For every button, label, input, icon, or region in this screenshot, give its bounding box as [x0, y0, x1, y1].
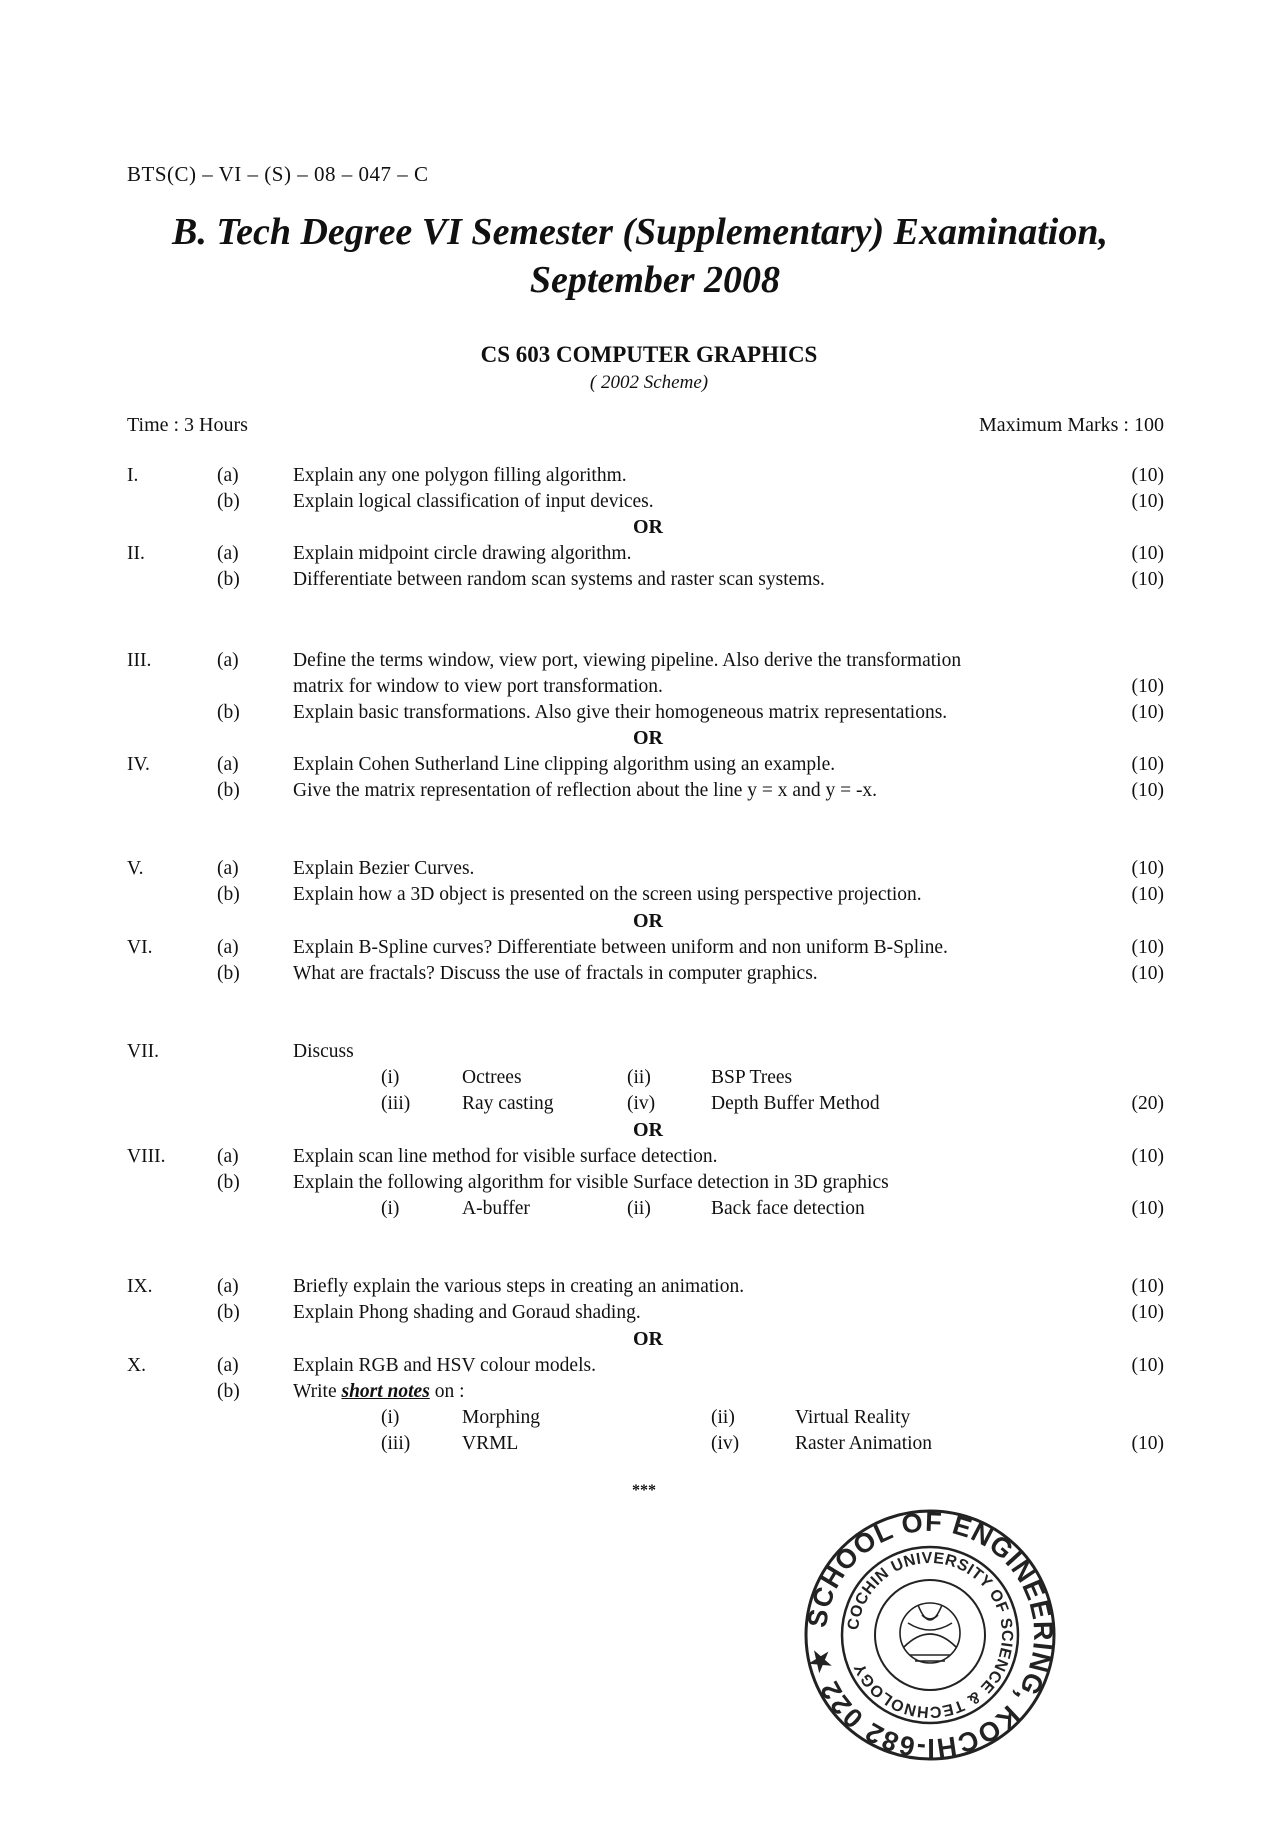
- item-label: (iii): [381, 1093, 411, 1114]
- subpart-label: (b): [217, 884, 240, 905]
- question-text: matrix for window to view port transformation.: [293, 676, 663, 697]
- marks: (10): [1131, 1355, 1164, 1376]
- subpart-label: (a): [217, 1276, 239, 1297]
- question-text: Explain any one polygon filling algorithm.: [293, 465, 627, 486]
- subpart-label: (a): [217, 1355, 239, 1376]
- question-text: Explain Phong shading and Goraud shading.: [293, 1302, 641, 1323]
- subject-title: CS 603 COMPUTER GRAPHICS: [480, 342, 818, 367]
- short-notes-emphasis: short notes: [341, 1381, 430, 1402]
- question-text: Define the terms window, view port, viewing pipeline. Also derive the transformation: [293, 650, 962, 671]
- seal-icon: [800, 1505, 1060, 1765]
- question-text: Explain logical classification of input devices.: [293, 491, 654, 512]
- subpart-label: (a): [217, 858, 239, 879]
- end-marker: ***: [632, 1482, 656, 1499]
- item-label: (ii): [627, 1067, 651, 1088]
- question-number: III.: [127, 650, 152, 671]
- subpart-label: (b): [217, 569, 240, 590]
- item-label: (i): [381, 1407, 400, 1428]
- marks: (10): [1131, 937, 1164, 958]
- marks: (10): [1131, 702, 1164, 723]
- item-text: Raster Animation: [795, 1433, 933, 1454]
- question-text: Explain Cohen Sutherland Line clipping algorithm using an example.: [293, 754, 836, 775]
- item-label: (iv): [711, 1433, 740, 1454]
- item-label: (iii): [381, 1433, 411, 1454]
- question-text: Explain Bezier Curves.: [293, 858, 475, 879]
- question-text: Differentiate between random scan systems and raster scan systems.: [293, 569, 825, 590]
- item-text: Virtual Reality: [795, 1407, 911, 1428]
- item-label: (i): [381, 1067, 400, 1088]
- question-number: IV.: [127, 754, 150, 775]
- question-text: What are fractals? Discuss the use of fractals in computer graphics.: [293, 963, 818, 984]
- question-number: IX.: [127, 1276, 153, 1297]
- question-number: VII.: [127, 1041, 159, 1062]
- subpart-label: (a): [217, 1146, 239, 1167]
- subpart-label: (a): [217, 543, 239, 564]
- item-text: BSP Trees: [711, 1067, 793, 1088]
- marks: (10): [1131, 543, 1164, 564]
- item-text: Back face detection: [711, 1198, 865, 1219]
- subpart-label: (b): [217, 491, 240, 512]
- subpart-label: (a): [217, 937, 239, 958]
- or-divider: OR: [633, 516, 663, 538]
- marks: (10): [1131, 676, 1164, 697]
- question-number: X.: [127, 1355, 146, 1376]
- question-text: Explain the following algorithm for visible Surface detection in 3D graphics: [293, 1172, 889, 1193]
- question-number: VIII.: [127, 1146, 166, 1167]
- or-divider: OR: [633, 1328, 663, 1350]
- question-text: [293, 1381, 464, 1403]
- question-text: Give the matrix representation of reflection about the line y = x and y = -x.: [293, 780, 878, 801]
- subpart-label: (b): [217, 1172, 240, 1193]
- marks: (10): [1131, 491, 1164, 512]
- item-text: Morphing: [462, 1407, 540, 1428]
- subpart-label: (b): [217, 1381, 240, 1402]
- marks: (10): [1131, 858, 1164, 879]
- item-label: (ii): [711, 1407, 735, 1428]
- item-text: A-buffer: [462, 1198, 530, 1219]
- question-text: Explain how a 3D object is presented on the screen using perspective projection.: [293, 884, 922, 905]
- or-divider: OR: [633, 1119, 663, 1141]
- marks: (20): [1131, 1093, 1164, 1114]
- question-number: II.: [127, 543, 145, 564]
- marks: (10): [1131, 1276, 1164, 1297]
- write-text: Write: [293, 1381, 342, 1402]
- subpart-label: (b): [217, 702, 240, 723]
- marks: (10): [1131, 1302, 1164, 1323]
- question-number: VI.: [127, 937, 153, 958]
- exam-title: B. Tech Degree VI Semester (Supplementary) Examination,: [172, 211, 1108, 253]
- exam-date: September 2008: [529, 259, 781, 301]
- item-label: (ii): [627, 1198, 651, 1219]
- question-number: V.: [127, 858, 144, 879]
- item-label: (i): [381, 1198, 400, 1219]
- item-text: Ray casting: [462, 1093, 554, 1114]
- marks: (10): [1131, 1198, 1164, 1219]
- maximum-marks: Maximum Marks : 100: [979, 414, 1164, 436]
- item-text: Octrees: [462, 1067, 522, 1088]
- marks: (10): [1131, 963, 1164, 984]
- subpart-label: (a): [217, 465, 239, 486]
- subpart-label: (a): [217, 650, 239, 671]
- library-seal: [800, 1505, 1060, 1770]
- subpart-label: (b): [217, 1302, 240, 1323]
- question-text: Briefly explain the various steps in creating an animation.: [293, 1276, 745, 1297]
- marks: (10): [1131, 1146, 1164, 1167]
- question-text: Explain basic transformations. Also give their homogeneous matrix representations.: [293, 702, 948, 723]
- or-divider: OR: [633, 727, 663, 749]
- scheme-label: ( 2002 Scheme): [589, 372, 709, 393]
- marks: (10): [1131, 465, 1164, 486]
- svg-text:COCHIN UNIVERSITY OF SCIENCE &: COCHIN UNIVERSITY OF SCIENCE & TECHNOLOGY: [845, 1549, 1016, 1721]
- item-text: Depth Buffer Method: [711, 1093, 880, 1114]
- subpart-label: (b): [217, 963, 240, 984]
- subpart-label: (a): [217, 754, 239, 775]
- question-number: I.: [127, 465, 139, 486]
- time-allowed: Time : 3 Hours: [127, 414, 248, 436]
- question-text: Discuss: [293, 1041, 354, 1062]
- marks: (10): [1131, 884, 1164, 905]
- question-text: Explain midpoint circle drawing algorithm.: [293, 543, 632, 564]
- marks: (10): [1131, 754, 1164, 775]
- or-divider: OR: [633, 910, 663, 932]
- svg-text:SCHOOL OF ENGINEERING, KOCHI-6: SCHOOL OF ENGINEERING, KOCHI-682 022 ★: [802, 1506, 1059, 1764]
- item-text: VRML: [462, 1433, 519, 1454]
- marks: (10): [1131, 780, 1164, 801]
- subpart-label: (b): [217, 780, 240, 801]
- marks: (10): [1131, 569, 1164, 590]
- question-text: Explain scan line method for visible surface detection.: [293, 1146, 718, 1167]
- question-text: Explain RGB and HSV colour models.: [293, 1355, 596, 1376]
- item-label: (iv): [627, 1093, 656, 1114]
- paper-code: BTS(C) – VI – (S) – 08 – 047 – C: [127, 162, 429, 186]
- marks: (10): [1131, 1433, 1164, 1454]
- on-text: on :: [429, 1381, 465, 1402]
- question-text: Explain B-Spline curves? Differentiate between uniform and non uniform B-Spline.: [293, 937, 948, 958]
